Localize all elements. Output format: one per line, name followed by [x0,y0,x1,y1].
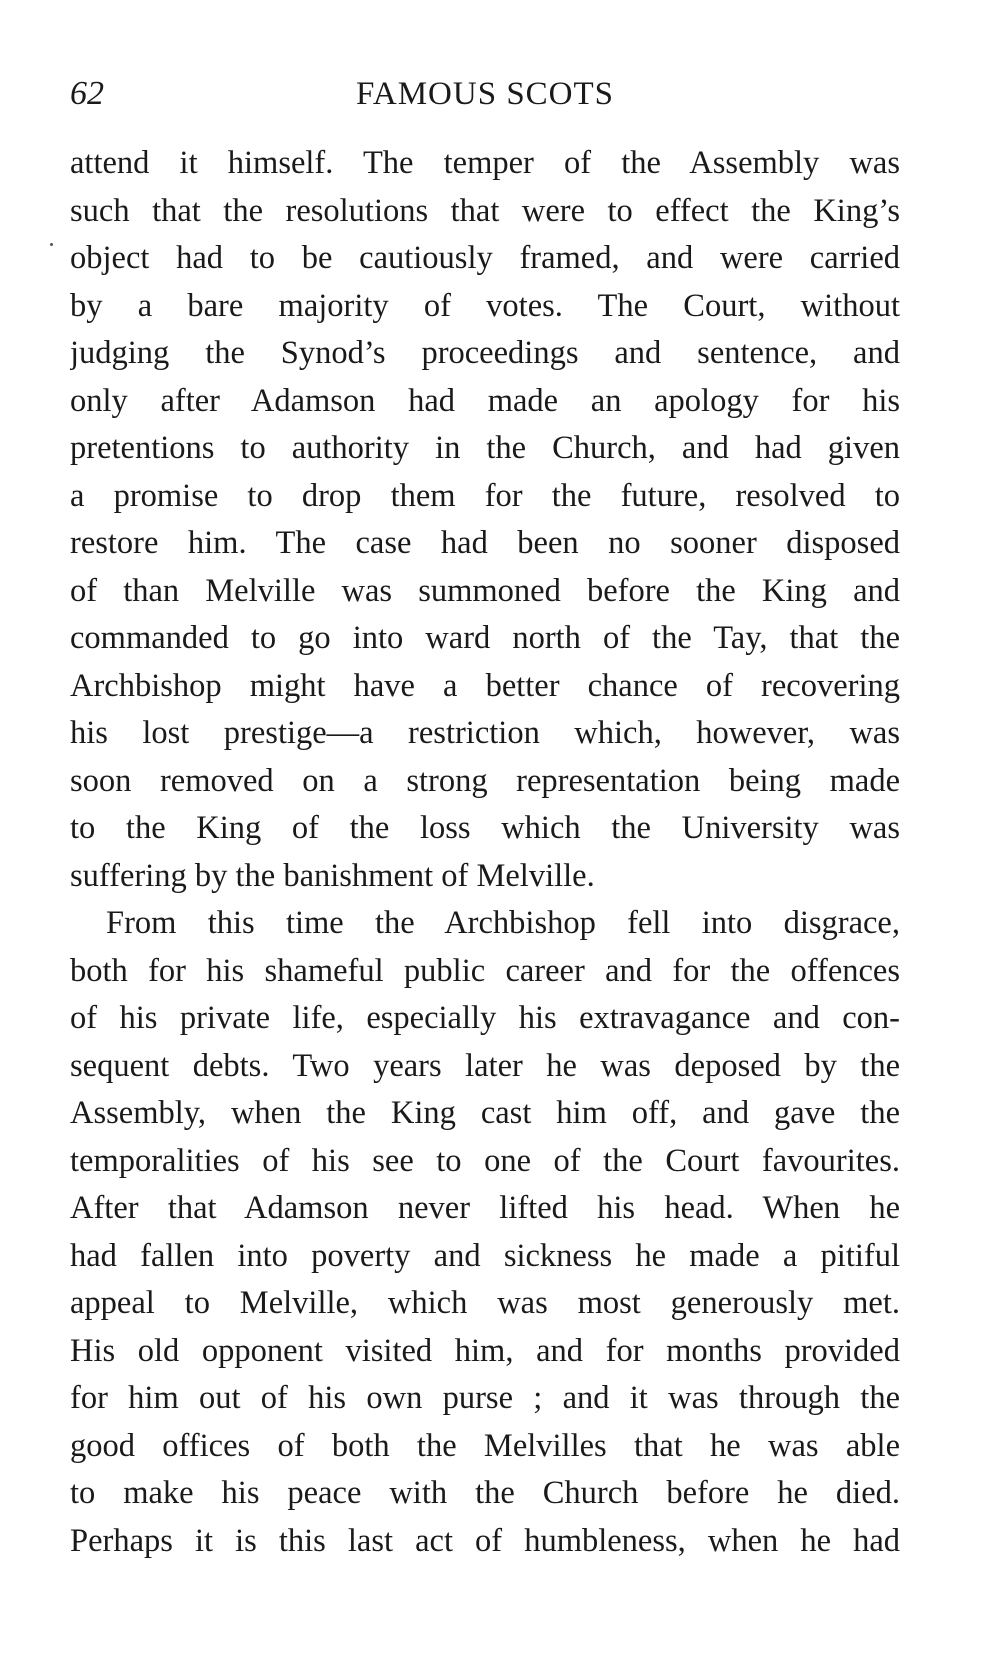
text-line: both for his shameful public career and for the offences [70,952,900,989]
page-number: 62 [70,75,104,112]
text-line: attend it himself. The temper of the Assembly was [70,145,900,181]
text-line: temporalities of his see to one of the Court favourites. [70,1142,900,1179]
text-line: his lost prestige—a restriction which, however, was [70,715,900,751]
paragraph-1 [70,140,900,900]
text-line: by a bare majority of votes. The Court, without [70,287,900,324]
text-line: to make his peace with the Church before he died. [70,1475,900,1511]
text-line: for him out of his own purse ; and it was through the [70,1380,900,1416]
text-line: of his private life, especially his extravagance and con- [70,1000,900,1036]
text-line: suffering by the banishment of Melville. [70,857,595,894]
text-line: object had to be cautiously framed, and were carried [70,240,900,276]
text-line: had fallen into poverty and sickness he made a pitiful [70,1237,900,1274]
text-line: commanded to go into ward north of the Tay, that the [70,620,900,656]
text-line: Assembly, when the King cast him off, and gave the [70,1095,900,1131]
text-line: pretentions to authority in the Church, and had given [70,430,900,466]
text-line: From this time the Archbishop fell into disgrace, [106,905,900,941]
text-line: soon removed on a strong representation being made [70,762,900,799]
text-line: sequent debts. Two years later he was deposed by the [70,1047,900,1084]
text-line: judging the Synod’s proceedings and sentence, and [70,335,900,371]
text-line: good offices of both the Melvilles that he was able [70,1427,900,1464]
text-line: such that the resolutions that were to effect the King’s [70,192,900,229]
text-line: restore him. The case had been no sooner disposed [70,525,900,561]
text-line: to the King of the loss which the University was [70,810,900,846]
running-head [70,72,900,116]
text-line: of than Melville was summoned before the King and [70,572,900,609]
text-line: Perhaps it is this last act of humbleness, when he had [70,1522,900,1559]
text-line: a promise to drop them for the future, resolved to [70,477,900,514]
body-text [70,140,900,1565]
print-speck [50,243,53,246]
paragraph-2 [70,900,900,1565]
text-line: appeal to Melville, which was most generously met. [70,1285,900,1321]
text-line: Archbishop might have a better chance of recovering [70,667,900,704]
text-line: only after Adamson had made an apology for his [70,382,900,419]
text-line: After that Adamson never lifted his head. When he [70,1190,900,1226]
text-line: His old opponent visited him, and for months provided [70,1332,900,1369]
running-title: FAMOUS SCOTS [355,76,615,112]
